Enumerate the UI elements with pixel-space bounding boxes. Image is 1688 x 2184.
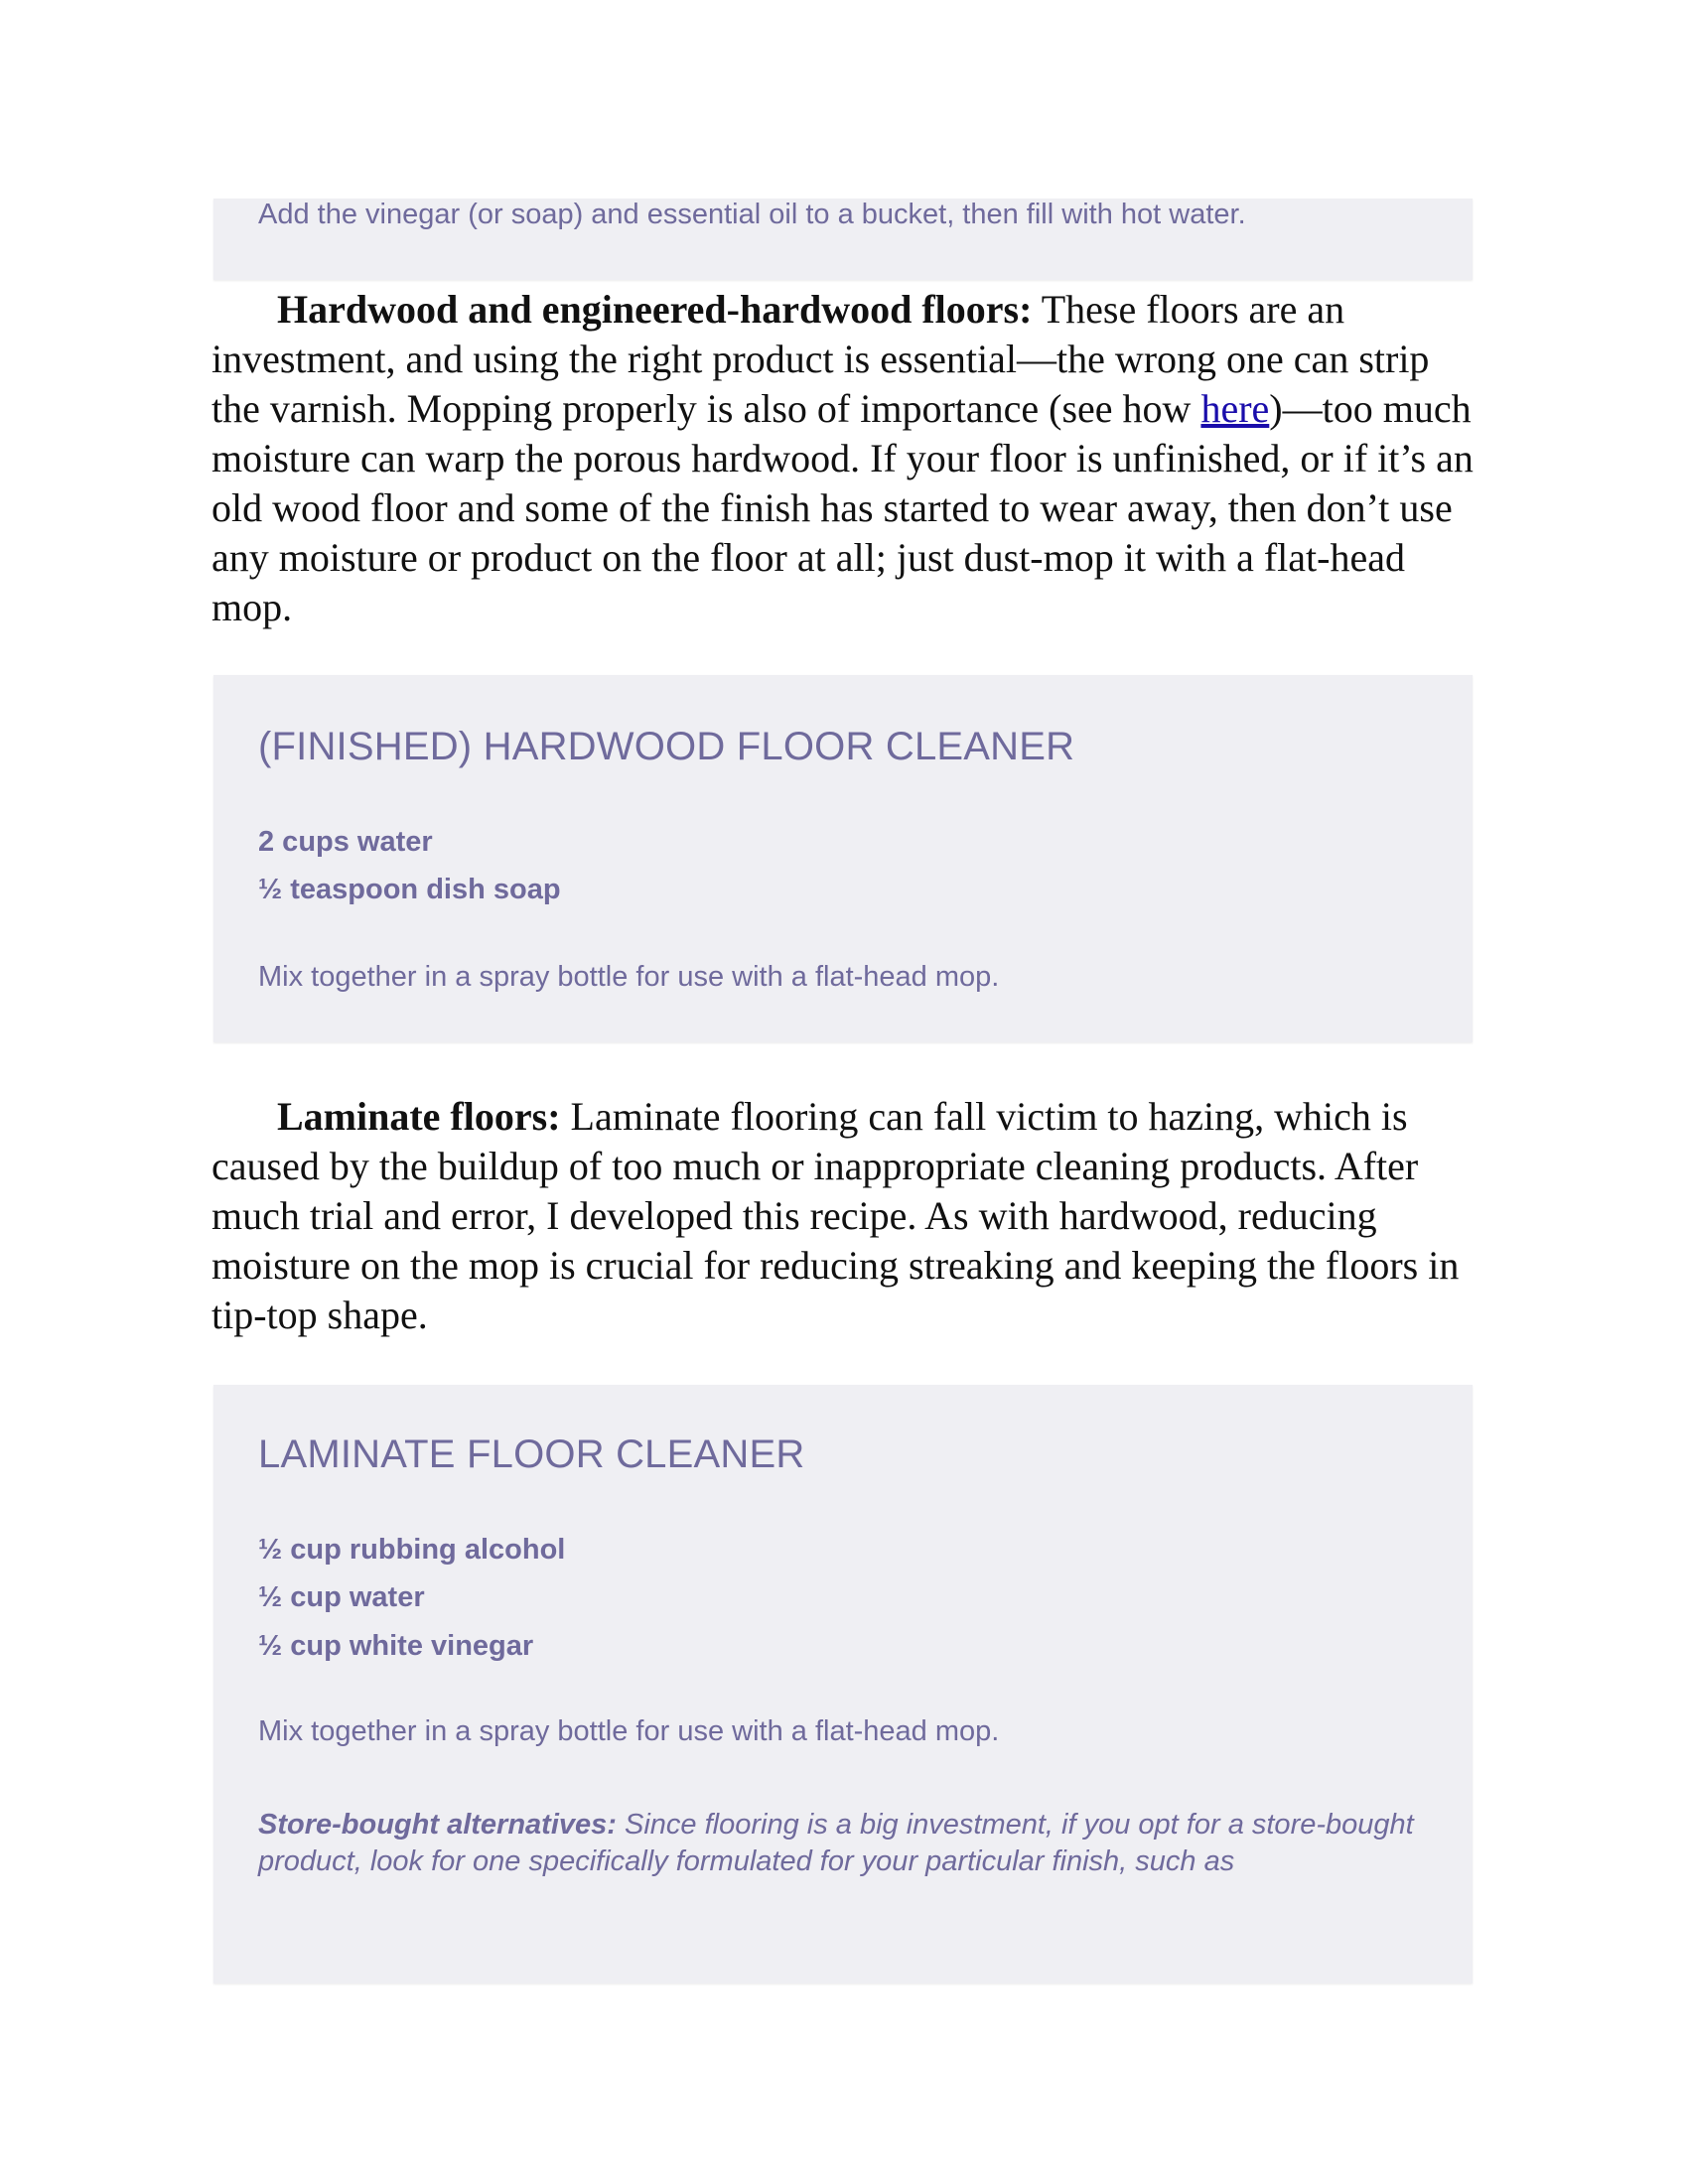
laminate-ingredient-2: ½ cup water: [258, 1581, 425, 1613]
hardwood-ingredient-2: ½ teaspoon dish soap: [258, 874, 561, 905]
laminate-recipe-box: [213, 1385, 1473, 1983]
hardwood-paragraph: [211, 285, 1482, 632]
hardwood-text-2: )—too much moisture can warp the porous hardwood. If your floor is unfinished, or if it’s an old wood floor and some of the finish has started to wear away, then don’t use any moisture or product on the floor at all; just dust-mop it with a flat-head mop.: [211, 386, 1474, 629]
laminate-lead: Laminate floors:: [277, 1094, 561, 1139]
hardwood-recipe-title: (FINISHED) HARDWOOD FLOOR CLEANER: [258, 725, 1075, 768]
hardwood-ingredient-1: 2 cups water: [258, 826, 433, 858]
hardwood-text-1: These floors are an investment, and using the right product is essential—the wrong one can strip the varnish. Mopping properly is also of importance (see how: [211, 287, 1430, 431]
laminate-text: Laminate flooring can fall victim to hazing, which is caused by the buildup of too much or inappropriate cleaning products. After much trial and error, I developed this recipe. As with hardwood, reducing moisture on the mop is crucial for reducing streaking and keeping the floors in tip-top shape.: [211, 1094, 1460, 1337]
previous-recipe-instruction: Add the vinegar (or soap) and essential oil to a bucket, then fill with hot water.: [258, 199, 1246, 230]
hardwood-recipe-box: [213, 675, 1473, 1042]
here-link[interactable]: here: [1200, 386, 1270, 431]
laminate-ingredient-3: ½ cup white vinegar: [258, 1630, 534, 1662]
hardwood-lead: Hardwood and engineered-hardwood floors:: [277, 287, 1033, 332]
alternatives-lead: Store-bought alternatives:: [258, 1809, 617, 1841]
hardwood-recipe-instruction: Mix together in a spray bottle for use with a flat-head mop.: [258, 961, 1000, 993]
store-bought-alternatives: [258, 1807, 1428, 1880]
laminate-paragraph: [211, 1092, 1482, 1340]
laminate-recipe-instruction: Mix together in a spray bottle for use with a flat-head mop.: [258, 1715, 1000, 1747]
laminate-recipe-title: LAMINATE FLOOR CLEANER: [258, 1433, 805, 1476]
alternatives-text: Since flooring is a big investment, if you opt for a store-bought product, look for one specifically formulated for your particular finish, such as: [258, 1809, 1414, 1877]
previous-recipe-box: [213, 199, 1473, 280]
laminate-ingredient-1: ½ cup rubbing alcohol: [258, 1534, 566, 1566]
